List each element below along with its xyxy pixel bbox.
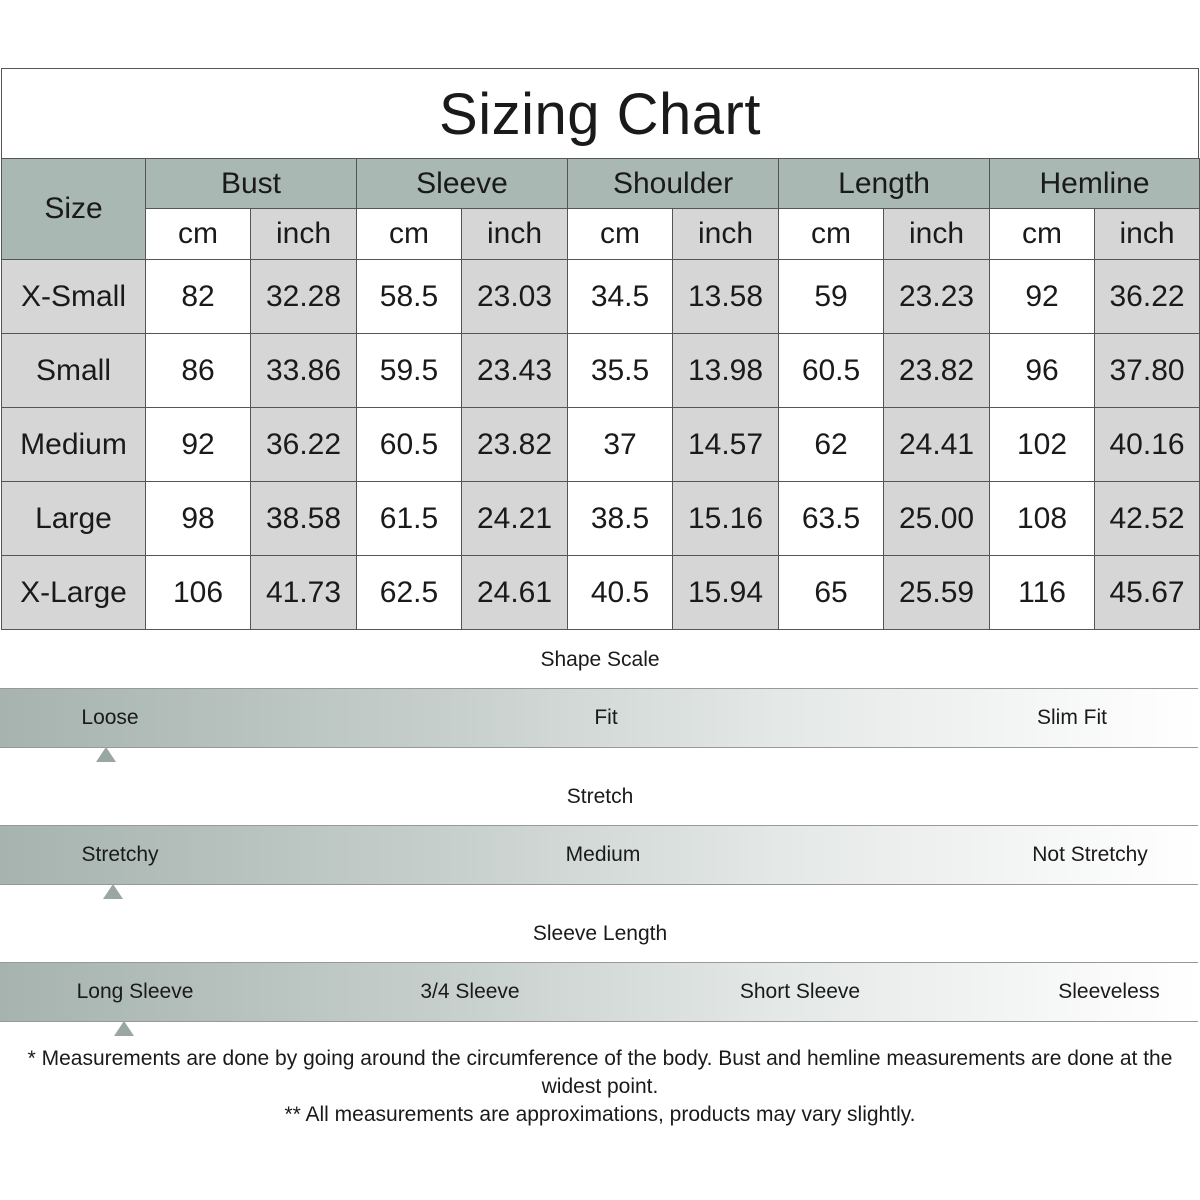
cm-value-cell: 62 (779, 408, 884, 482)
note-circumference: * Measurements are done by going around the circumference of the body. Bust and hemline measurements are done at the widest point. (27, 1047, 1173, 1098)
cm-value-cell: 34.5 (568, 260, 673, 334)
table-row (2, 482, 1200, 556)
unit-header-cm: cm (146, 209, 251, 260)
scale-label-loose: Loose (81, 706, 139, 729)
shape-scale-title: Shape Scale (540, 648, 660, 671)
shape-scale-bar (0, 688, 1198, 748)
cm-value-cell: 61.5 (357, 482, 462, 556)
unit-header-cm: cm (779, 209, 884, 260)
size-column-header: Size (2, 159, 146, 260)
unit-header-inch: inch (884, 209, 990, 260)
cm-value-cell: 108 (990, 482, 1095, 556)
scale-label-medium: Medium (565, 843, 641, 866)
inch-value-cell: 23.03 (462, 260, 568, 334)
cm-value-cell: 58.5 (357, 260, 462, 334)
cm-value-cell: 86 (146, 334, 251, 408)
cm-value-cell: 98 (146, 482, 251, 556)
inch-value-cell: 24.41 (884, 408, 990, 482)
inch-value-cell: 14.57 (673, 408, 779, 482)
measurement-notes (10, 1045, 1190, 1129)
cm-value-cell: 60.5 (357, 408, 462, 482)
inch-value-cell: 24.21 (462, 482, 568, 556)
inch-value-cell: 42.52 (1095, 482, 1200, 556)
stretch-scale-title: Stretch (566, 785, 634, 808)
inch-value-cell: 25.00 (884, 482, 990, 556)
table-row (2, 408, 1200, 482)
cm-value-cell: 65 (779, 556, 884, 630)
cm-value-cell: 116 (990, 556, 1095, 630)
cm-value-cell: 59 (779, 260, 884, 334)
cm-value-cell: 92 (990, 260, 1095, 334)
inch-value-cell: 33.86 (251, 334, 357, 408)
inch-value-cell: 13.98 (673, 334, 779, 408)
cm-value-cell: 96 (990, 334, 1095, 408)
inch-value-cell: 13.58 (673, 260, 779, 334)
cm-value-cell: 59.5 (357, 334, 462, 408)
table-row (2, 334, 1200, 408)
inch-value-cell: 23.82 (462, 408, 568, 482)
size-name-cell: X-Large (2, 556, 146, 630)
unit-header-inch: inch (251, 209, 357, 260)
inch-value-cell: 32.28 (251, 260, 357, 334)
cm-value-cell: 40.5 (568, 556, 673, 630)
scale-label-sleeveless: Sleeveless (1058, 980, 1160, 1003)
size-name-cell: Medium (2, 408, 146, 482)
cm-value-cell: 106 (146, 556, 251, 630)
size-name-cell: Small (2, 334, 146, 408)
table-row (2, 556, 1200, 630)
scale-label-not-stretchy: Not Stretchy (1032, 843, 1148, 866)
size-table-body (2, 260, 1200, 630)
stretch-scale-marker-icon (103, 884, 123, 899)
inch-value-cell: 45.67 (1095, 556, 1200, 630)
scale-label-short-sleeve: Short Sleeve (739, 980, 861, 1003)
unit-header-row (2, 209, 1200, 260)
scale-label-three-quarter-sleeve: 3/4 Sleeve (420, 980, 520, 1003)
title-box (1, 68, 1199, 159)
cm-value-cell: 62.5 (357, 556, 462, 630)
unit-header-inch: inch (673, 209, 779, 260)
unit-header-cm: cm (990, 209, 1095, 260)
hemline-header: Hemline (990, 159, 1200, 209)
length-header: Length (779, 159, 990, 209)
scale-label-stretchy: Stretchy (81, 843, 159, 866)
bust-header: Bust (146, 159, 357, 209)
inch-value-cell: 36.22 (1095, 260, 1200, 334)
scale-label-fit: Fit (594, 706, 618, 729)
inch-value-cell: 23.23 (884, 260, 990, 334)
inch-value-cell: 24.61 (462, 556, 568, 630)
inch-value-cell: 15.94 (673, 556, 779, 630)
inch-value-cell: 41.73 (251, 556, 357, 630)
table-row (2, 260, 1200, 334)
sleeve-length-scale-title: Sleeve Length (532, 922, 668, 945)
stretch-scale-bar (0, 825, 1198, 885)
cm-value-cell: 60.5 (779, 334, 884, 408)
shoulder-header: Shoulder (568, 159, 779, 209)
sleeve-length-scale-marker-icon (114, 1021, 134, 1036)
scale-label-slim-fit: Slim Fit (1037, 706, 1107, 729)
sleeve-length-scale-bar (0, 962, 1198, 1022)
inch-value-cell: 25.59 (884, 556, 990, 630)
page-title: Sizing Chart (439, 81, 761, 147)
shape-scale-marker-icon (96, 747, 116, 762)
cm-value-cell: 38.5 (568, 482, 673, 556)
unit-header-cm: cm (357, 209, 462, 260)
unit-header-cm: cm (568, 209, 673, 260)
size-table (1, 158, 1200, 630)
cm-value-cell: 102 (990, 408, 1095, 482)
unit-header-inch: inch (1095, 209, 1200, 260)
inch-value-cell: 36.22 (251, 408, 357, 482)
inch-value-cell: 15.16 (673, 482, 779, 556)
cm-value-cell: 82 (146, 260, 251, 334)
inch-value-cell: 23.43 (462, 334, 568, 408)
size-name-cell: X-Small (2, 260, 146, 334)
scale-label-long-sleeve: Long Sleeve (76, 980, 194, 1003)
unit-header-inch: inch (462, 209, 568, 260)
cm-value-cell: 92 (146, 408, 251, 482)
cm-value-cell: 35.5 (568, 334, 673, 408)
cm-value-cell: 63.5 (779, 482, 884, 556)
note-approximation: ** All measurements are approximations, products may vary slightly. (284, 1103, 916, 1126)
group-header-row (2, 159, 1200, 209)
inch-value-cell: 23.82 (884, 334, 990, 408)
inch-value-cell: 37.80 (1095, 334, 1200, 408)
inch-value-cell: 40.16 (1095, 408, 1200, 482)
cm-value-cell: 37 (568, 408, 673, 482)
sleeve-header: Sleeve (357, 159, 568, 209)
inch-value-cell: 38.58 (251, 482, 357, 556)
size-name-cell: Large (2, 482, 146, 556)
